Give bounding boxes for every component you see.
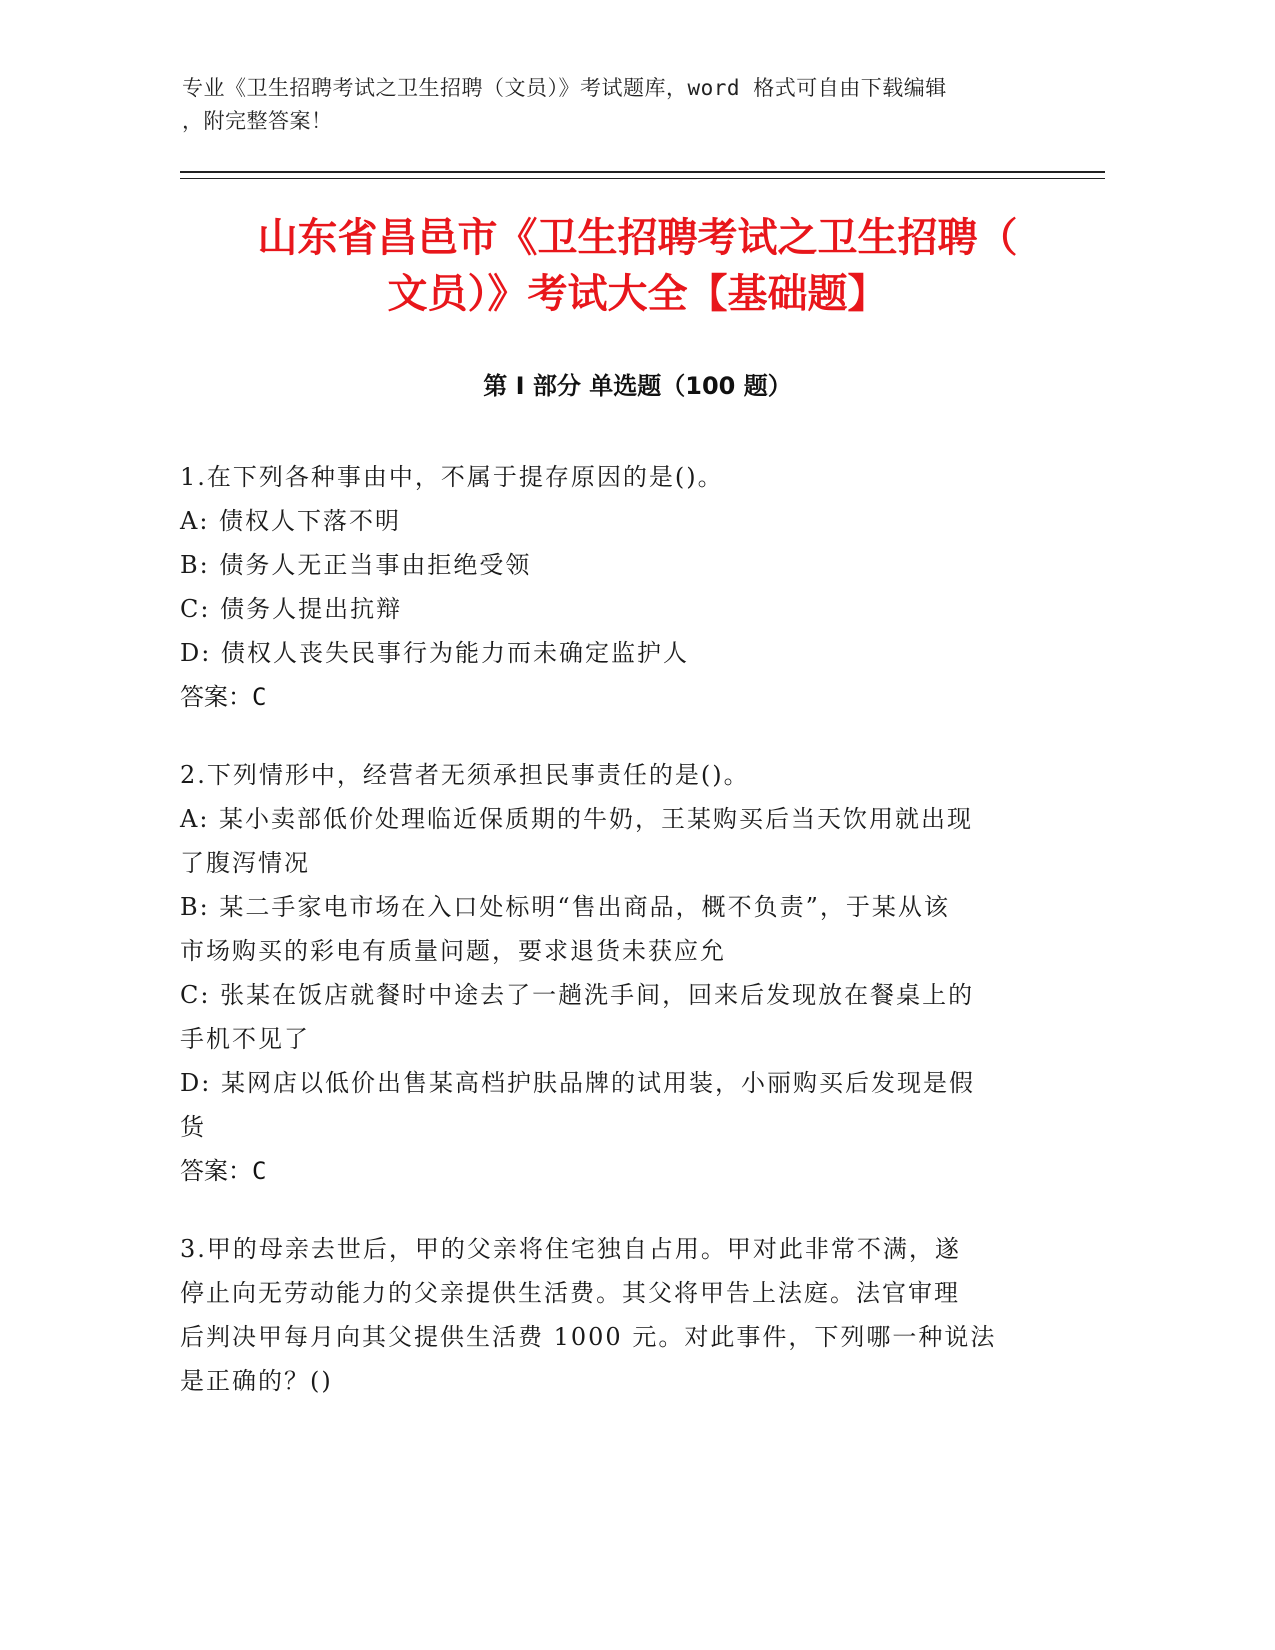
answer-label: 答案： [180,1157,252,1185]
question-stem-line: 是正确的？() [180,1367,333,1395]
option-line: C: 张某在饭店就餐时中途去了一趟洗手间，回来后发现放在餐桌上的 [180,981,975,1009]
option-line: B: 某二手家电市场在入口处标明“售出商品，概不负责”，于某从该 [180,893,950,921]
document-title [170,210,1105,322]
option-line: B: 债务人无正当事由拒绝受领 [180,551,532,579]
option-line: 了腹泻情况 [180,849,310,877]
option-line: A: 债权人下落不明 [180,507,402,535]
option-line: 手机不见了 [180,1025,310,1053]
question-item [180,1227,1030,1403]
question-list [180,455,1030,1437]
header-note-line-2: ，附完整答案！ [182,109,333,133]
option-line: D: 债权人丧失民事行为能力而未确定监护人 [180,639,689,667]
option-line: 货 [180,1113,206,1141]
question-item [180,753,1030,1193]
header-note [182,72,1062,138]
header-divider-thick [180,171,1105,173]
question-stem-line: 后判决甲每月向其父提供生活费 1000 元。对此事件，下列哪一种说法 [180,1323,997,1351]
option-line: D: 某网店以低价出售某高档护肤品牌的试用装，小丽购买后发现是假 [180,1069,975,1097]
question-stem-line: 3.甲的母亲去世后，甲的父亲将住宅独自占用。甲对此非常不满，遂 [180,1235,961,1263]
answer-value: C [252,683,267,711]
question-stem-line: 1.在下列各种事由中，不属于提存原因的是()。 [180,463,724,491]
answer-line [180,675,1030,719]
answer-label: 答案： [180,683,252,711]
document-title-line-1: 山东省昌邑市《卫生招聘考试之卫生招聘（ [257,215,1018,261]
header-divider-thin [180,178,1105,179]
section-title: 第 I 部分 单选题（100 题） [483,372,792,400]
document-title-line-2: 文员）》考试大全【基础题】 [387,271,888,317]
header-note-line-1: 专业《卫生招聘考试之卫生招聘（文员）》考试题库，word 格式可自由下载编辑 [182,76,947,100]
question-item [180,455,1030,719]
question-stem-line: 停止向无劳动能力的父亲提供生活费。其父将甲告上法庭。法官审理 [180,1279,960,1307]
answer-line [180,1149,1030,1193]
option-line: 市场购买的彩电有质量问题，要求退货未获应允 [180,937,726,965]
option-line: A: 某小卖部低价处理临近保质期的牛奶，王某购买后当天饮用就出现 [180,805,974,833]
option-line: C: 债务人提出抗辩 [180,595,403,623]
question-stem-line: 2.下列情形中，经营者无须承担民事责任的是()。 [180,761,750,789]
answer-value: C [252,1157,267,1185]
